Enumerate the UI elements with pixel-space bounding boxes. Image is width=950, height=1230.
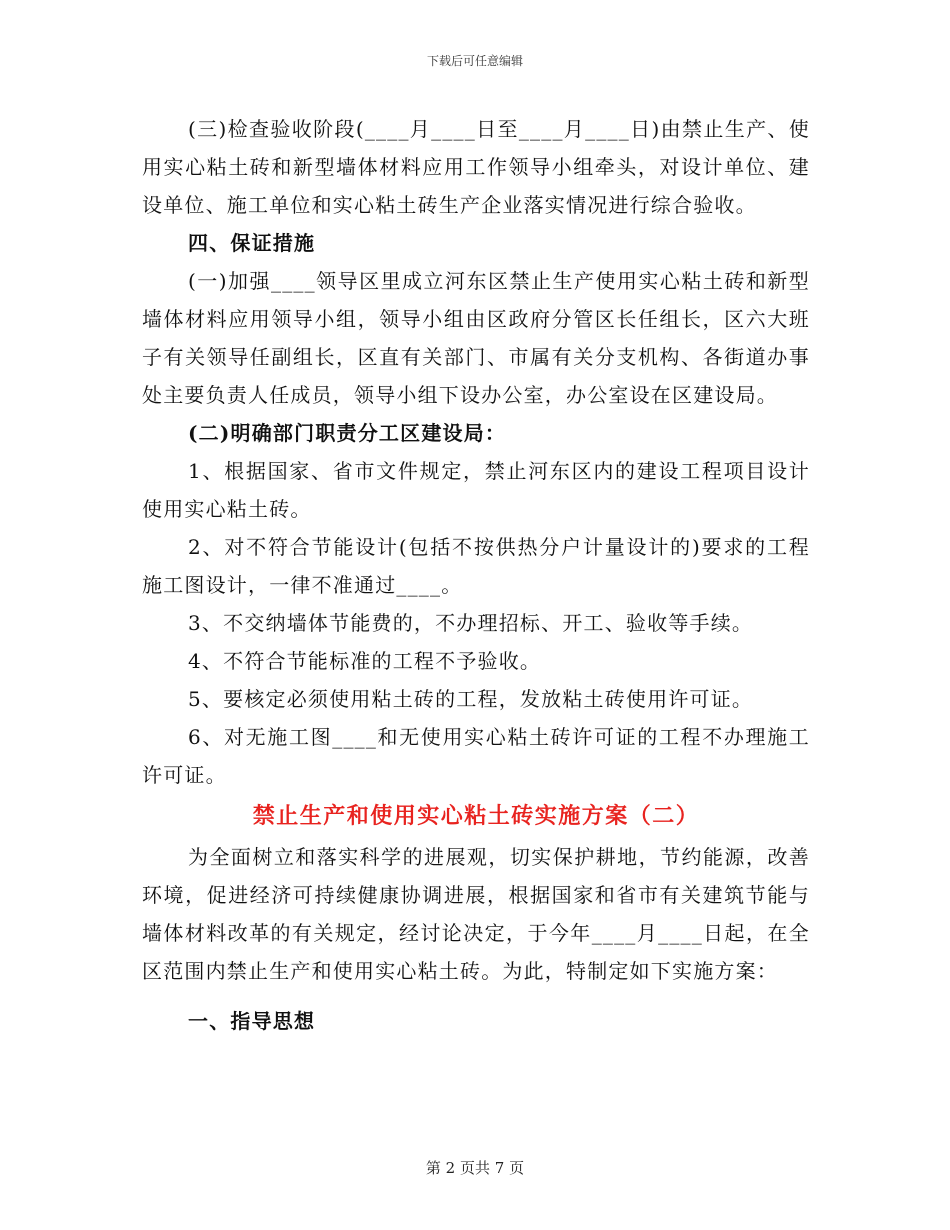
heading-guiding-ideology: 一、指导思想: [188, 1009, 316, 1033]
list-item-6: 6、对无施工图____和无使用实心粘土砖许可证的工程不办理施工许可证。: [142, 725, 810, 787]
paragraph-intro: 为全面树立和落实科学的进展观，切实保护耕地，节约能源，改善环境，促进经济可持续健康协调进展，根据国家和省市有关建筑节能与墙体材料改革的有关规定，经讨论决定，于今年____月____日起，在全区范围内禁止生产和使用实心粘土砖。为此，特制定如下实施方案：: [142, 845, 810, 983]
list-item-3: 3、不交纳墙体节能费的，不办理招标、开工、验收等手续。: [188, 611, 754, 635]
page-footer: 第 2 页共 7 页: [425, 1159, 525, 1177]
document-body: [142, 110, 810, 1040]
section-title: 禁止生产和使用实心粘土砖实施方案（二）: [252, 803, 700, 829]
list-item-5: 5、要核定必须使用粘土砖的工程，发放粘土砖使用许可证。: [188, 687, 754, 711]
list-item-1: 1、根据国家、省市文件规定，禁止河东区内的建设工程项目设计使用实心粘土砖。: [142, 459, 810, 521]
paragraph-leadership: (一)加强____领导区里成立河东区禁止生产使用实心粘土砖和新型墙体材料应用领导小组，领导小组由区政府分管区长任组长，区六大班子有关领导任副组长，区直有关部门、市属有关分支机构、各街道办事处主要负责人任成员，领导小组下设办公室，办公室设在区建设局。: [142, 269, 810, 407]
heading-department-duties: (二)明确部门职责分工区建设局：: [188, 421, 507, 445]
paragraph-inspection-stage: (三)检查验收阶段(____月____日至____月____日)由禁止生产、使用实心粘土砖和新型墙体材料应用工作领导小组牵头，对设计单位、建设单位、施工单位和实心粘土砖生产企业落实情况进行综合验收。: [142, 117, 810, 217]
list-item-2: 2、对不符合节能设计(包括不按供热分户计量设计的)要求的工程施工图设计，一律不准通过____。: [142, 535, 810, 597]
list-item-4: 4、不符合节能标准的工程不予验收。: [188, 649, 542, 673]
heading-guarantee-measures: 四、保证措施: [188, 231, 316, 255]
page-header: 下载后可任意编辑: [426, 54, 523, 68]
